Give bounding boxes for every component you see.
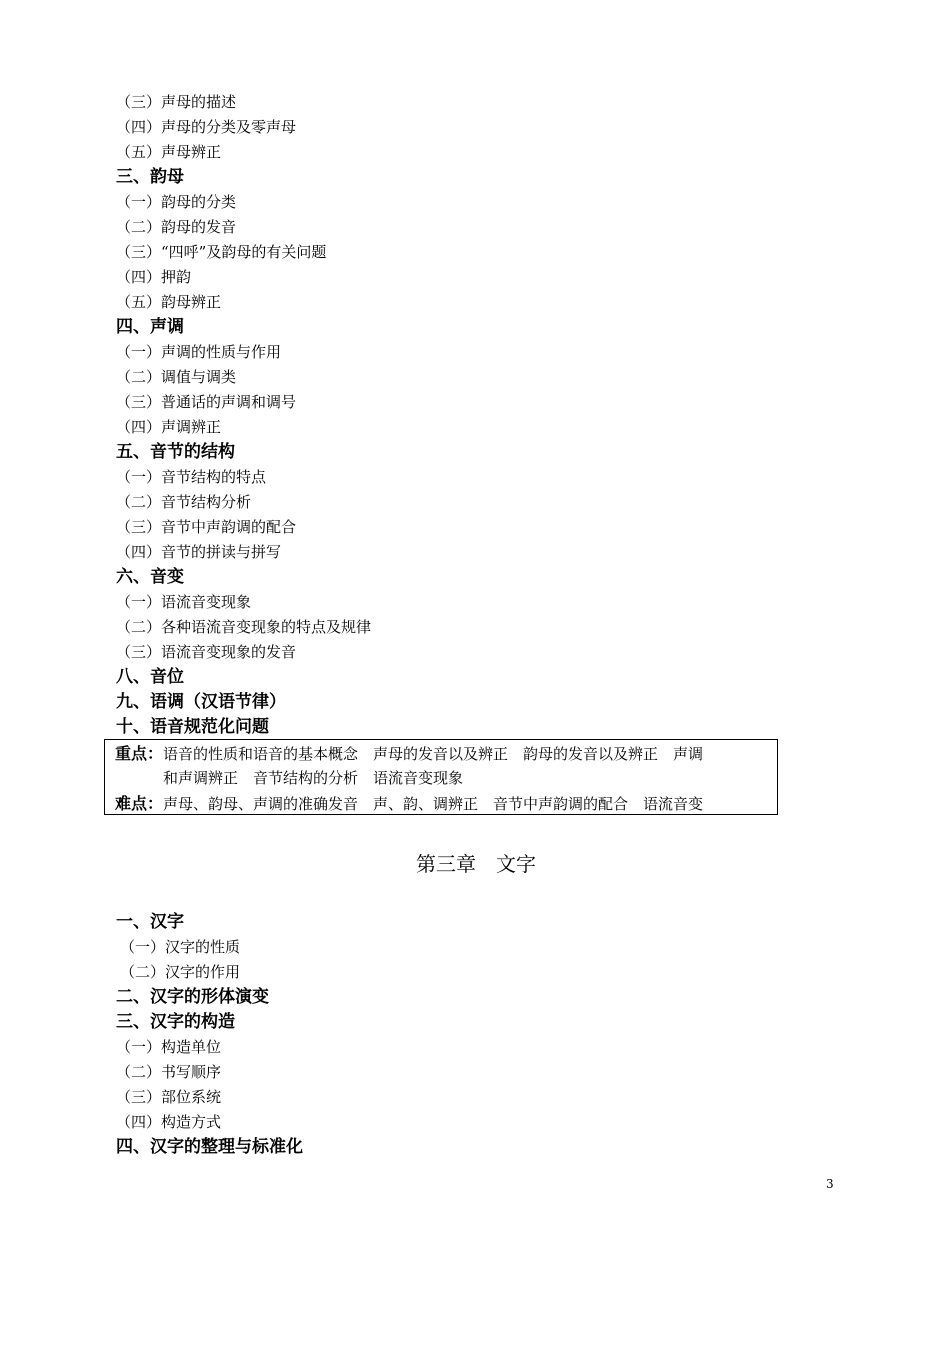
outline-item: （三）声母的描述 [116,93,237,111]
key-points-box [104,739,778,815]
outline-item: （三）音节中声韵调的配合 [116,518,297,536]
outline-item: （二）韵母的发音 [116,218,237,236]
outline-item: （一）语流音变现象 [116,593,252,611]
outline-item: （二）各种语流音变现象的特点及规律 [116,618,372,636]
outline-item: （五）声母辨正 [116,143,222,161]
section-heading: 二、汉字的形体演变 [116,987,269,1007]
outline-item: （二）汉字的作用 [120,963,241,981]
outline-item: （四）音节的拼读与拼写 [116,543,282,561]
outline-item: （二）书写顺序 [116,1063,222,1081]
outline-item: （四）构造方式 [116,1113,222,1131]
difficulty-line [115,791,703,817]
outline-item: （三）“四呼”及韵母的有关问题 [116,243,327,261]
outline-item: （一）韵母的分类 [116,193,237,211]
outline-item: （一）构造单位 [116,1038,222,1056]
section-heading: 五、音节的结构 [116,442,235,462]
section-heading: 四、声调 [116,317,184,337]
section-heading: 三、韵母 [116,167,184,187]
focus-label: 重点： [115,744,164,763]
outline-item: （一）声调的性质与作用 [116,343,282,361]
outline-item: （一）音节结构的特点 [116,468,267,486]
outline-item: （四）声母的分类及零声母 [116,118,297,136]
focus-text: 语音的性质和语音的基本概念 声母的发音以及辨正 韵母的发音以及辨正 声调 [163,745,704,763]
section-heading: 八、音位 [116,667,184,687]
section-heading: 六、音变 [116,567,184,587]
section-heading: 四、汉字的整理与标准化 [116,1137,303,1157]
outline-item: （二）音节结构分析 [116,493,252,511]
section-heading: 一、汉字 [116,912,184,932]
outline-item: （三）部位系统 [116,1088,222,1106]
outline-item: （二）调值与调类 [116,368,237,386]
difficulty-label: 难点： [115,794,164,813]
focus-line [115,741,703,767]
outline-item: （三）普通话的声调和调号 [116,393,297,411]
focus-continuation: 和声调辨正 音节结构的分析 语流音变现象 [163,769,464,787]
outline-item: （四）押韵 [116,268,192,286]
outline-item: （四）声调辨正 [116,418,222,436]
section-heading: 三、汉字的构造 [116,1012,235,1032]
section-heading: 十、语音规范化问题 [116,717,269,737]
chapter-title: 第三章 文字 [416,852,536,876]
outline-item: （五）韵母辨正 [116,293,222,311]
page-number: 3 [826,1177,834,1191]
outline-item: （一）汉字的性质 [120,938,241,956]
outline-item: （三）语流音变现象的发音 [116,643,297,661]
difficulty-text: 声母、韵母、声调的准确发音 声、韵、调辨正 音节中声韵调的配合 语流音变 [163,795,704,813]
section-heading: 九、语调（汉语节律） [116,692,286,712]
